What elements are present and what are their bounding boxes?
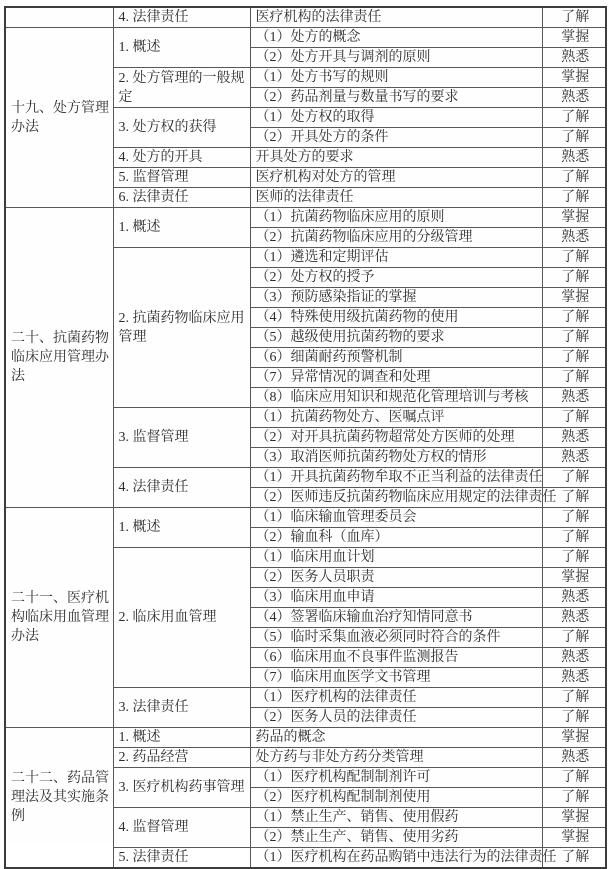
item-cell: （2）处方权的授予 [250, 268, 542, 288]
item-cell: 医师的法律责任 [250, 188, 542, 208]
mastery-level-cell: 了解 [542, 528, 606, 548]
mastery-level-cell: 了解 [542, 408, 606, 428]
item-cell: （1）处方书写的规则 [250, 68, 542, 88]
item-cell: （1）处方权的取得 [250, 108, 542, 128]
section-cell: 3. 监督管理 [113, 408, 250, 468]
mastery-level-cell: 熟悉 [542, 648, 606, 668]
item-cell: （7）异常情况的调查和处理 [250, 368, 542, 388]
mastery-level-cell: 了解 [542, 468, 606, 488]
mastery-level-cell: 熟悉 [542, 228, 606, 248]
mastery-level-cell: 熟悉 [542, 428, 606, 448]
chapter-cell: 二十二、药品管理法及其实施条例 [5, 728, 113, 869]
item-cell: （4）签署临床输血治疗知情同意书 [250, 608, 542, 628]
mastery-level-cell: 了解 [542, 848, 606, 869]
item-cell: 处方药与非处方药分类管理 [250, 748, 542, 768]
item-cell: （6）细菌耐药预警机制 [250, 348, 542, 368]
mastery-level-cell: 了解 [542, 248, 606, 268]
section-cell: 4. 法律责任 [113, 468, 250, 508]
section-cell: 2. 临床用血管理 [113, 548, 250, 688]
section-cell: 1. 概述 [113, 28, 250, 68]
item-cell: （1）禁止生产、销售、使用假药 [250, 808, 542, 828]
item-cell: （1）遴选和定期评估 [250, 248, 542, 268]
item-cell: （1）医疗机构的法律责任 [250, 688, 542, 708]
mastery-level-cell: 了解 [542, 348, 606, 368]
section-cell: 4. 法律责任 [113, 7, 250, 28]
section-cell: 4. 监督管理 [113, 808, 250, 848]
mastery-level-cell: 了解 [542, 768, 606, 788]
item-cell: （2）输血科（血库） [250, 528, 542, 548]
mastery-level-cell: 了解 [542, 688, 606, 708]
mastery-level-cell: 掌握 [542, 568, 606, 588]
mastery-level-cell: 了解 [542, 108, 606, 128]
mastery-level-cell: 熟悉 [542, 668, 606, 688]
item-cell: （8）临床应用知识和规范化管理培训与考核 [250, 388, 542, 408]
item-cell: （1）处方的概念 [250, 28, 542, 48]
mastery-level-cell: 熟悉 [542, 588, 606, 608]
table-row [5, 208, 606, 228]
item-cell: （3）预防感染指证的掌握 [250, 288, 542, 308]
table-row [5, 28, 606, 48]
item-cell: （1）医疗机构配制制剂许可 [250, 768, 542, 788]
table-row [5, 508, 606, 528]
mastery-level-cell: 了解 [542, 7, 606, 28]
chapter-cell: 十九、处方管理办法 [5, 28, 113, 208]
item-cell: （4）特殊使用级抗菌药物的使用 [250, 308, 542, 328]
chapter-cell [5, 7, 113, 28]
item-cell: （2）对开具抗菌药物超常处方医师的处理 [250, 428, 542, 448]
item-cell: （5）临时采集血液必须同时符合的条件 [250, 628, 542, 648]
section-cell: 1. 概述 [113, 508, 250, 548]
section-cell: 3. 法律责任 [113, 688, 250, 728]
item-cell: （2）药品剂量与数量书写的要求 [250, 88, 542, 108]
table-row [5, 728, 606, 748]
item-cell: （2）医疗机构配制制剂使用 [250, 788, 542, 808]
item-cell: 开具处方的要求 [250, 148, 542, 168]
mastery-level-cell: 熟悉 [542, 88, 606, 108]
item-cell: 医疗机构对处方的管理 [250, 168, 542, 188]
item-cell: （2）开具处方的条件 [250, 128, 542, 148]
mastery-level-cell: 熟悉 [542, 148, 606, 168]
section-cell: 2. 处方管理的一般规定 [113, 68, 250, 108]
item-cell: （2）抗菌药物临床应用的分级管理 [250, 228, 542, 248]
section-cell: 3. 处方权的获得 [113, 108, 250, 148]
mastery-level-cell: 掌握 [542, 208, 606, 228]
section-cell: 3. 医疗机构药事管理 [113, 768, 250, 808]
section-cell: 1. 概述 [113, 728, 250, 748]
item-cell: 药品的概念 [250, 728, 542, 748]
mastery-level-cell: 了解 [542, 368, 606, 388]
item-cell: （2）医务人员的法律责任 [250, 708, 542, 728]
item-cell: （1）开具抗菌药物牟取不正当利益的法律责任 [250, 468, 542, 488]
mastery-level-cell: 了解 [542, 508, 606, 528]
section-cell: 1. 概述 [113, 208, 250, 248]
mastery-level-cell: 熟悉 [542, 448, 606, 468]
section-cell: 4. 处方的开具 [113, 148, 250, 168]
mastery-level-cell: 了解 [542, 788, 606, 808]
section-cell: 2. 药品经营 [113, 748, 250, 768]
item-cell: （2）医务人员职责 [250, 568, 542, 588]
mastery-level-cell: 了解 [542, 628, 606, 648]
mastery-level-cell: 熟悉 [542, 748, 606, 768]
section-cell: 6. 法律责任 [113, 188, 250, 208]
item-cell: （1）抗菌药物处方、医嘱点评 [250, 408, 542, 428]
section-cell: 5. 监督管理 [113, 168, 250, 188]
syllabus-table-body [5, 7, 606, 868]
item-cell: （1）医疗机构在药品购销中违法行为的法律责任 [250, 848, 542, 869]
mastery-level-cell: 了解 [542, 488, 606, 508]
mastery-level-cell: 熟悉 [542, 388, 606, 408]
table-row [5, 7, 606, 28]
mastery-level-cell: 了解 [542, 548, 606, 568]
item-cell: （1）临床输血管理委员会 [250, 508, 542, 528]
syllabus-table [4, 6, 607, 869]
section-cell: 5. 法律责任 [113, 848, 250, 869]
mastery-level-cell: 了解 [542, 128, 606, 148]
mastery-level-cell: 了解 [542, 188, 606, 208]
mastery-level-cell: 了解 [542, 168, 606, 188]
mastery-level-cell: 熟悉 [542, 608, 606, 628]
mastery-level-cell: 掌握 [542, 828, 606, 848]
mastery-level-cell: 了解 [542, 328, 606, 348]
mastery-level-cell: 熟悉 [542, 48, 606, 68]
item-cell: （1）抗菌药物临床应用的原则 [250, 208, 542, 228]
item-cell: （7）临床用血医学文书管理 [250, 668, 542, 688]
mastery-level-cell: 掌握 [542, 808, 606, 828]
mastery-level-cell: 掌握 [542, 288, 606, 308]
item-cell: 医疗机构的法律责任 [250, 7, 542, 28]
item-cell: （6）临床用血不良事件监测报告 [250, 648, 542, 668]
item-cell: （3）取消医师抗菌药物处方权的情形 [250, 448, 542, 468]
item-cell: （1）临床用血计划 [250, 548, 542, 568]
item-cell: （2）处方开具与调剂的原则 [250, 48, 542, 68]
mastery-level-cell: 了解 [542, 708, 606, 728]
mastery-level-cell: 了解 [542, 308, 606, 328]
chapter-cell: 二十、抗菌药物临床应用管理办法 [5, 208, 113, 508]
mastery-level-cell: 掌握 [542, 728, 606, 748]
item-cell: （2）禁止生产、销售、使用劣药 [250, 828, 542, 848]
item-cell: （2）医师违反抗菌药物临床应用规定的法律责任 [250, 488, 542, 508]
mastery-level-cell: 掌握 [542, 68, 606, 88]
chapter-cell: 二十一、医疗机构临床用血管理办法 [5, 508, 113, 728]
section-cell: 2. 抗菌药物临床应用管理 [113, 248, 250, 408]
item-cell: （3）临床用血申请 [250, 588, 542, 608]
mastery-level-cell: 了解 [542, 268, 606, 288]
item-cell: （5）越级使用抗菌药物的要求 [250, 328, 542, 348]
mastery-level-cell: 掌握 [542, 28, 606, 48]
